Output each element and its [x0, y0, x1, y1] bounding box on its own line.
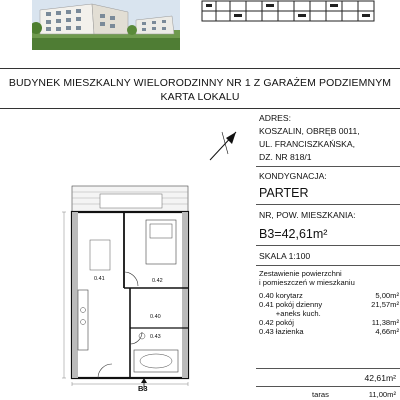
title-line-1: BUDYNEK MIESZKALNY WIELORODZINNY NR 1 Z GARAŻEM PODZIEMNYM [8, 77, 392, 89]
floor-label: KONDYGNACJA: [259, 171, 327, 181]
plan-apartment-label: B3 [138, 384, 148, 393]
site-plan-drawing [196, 0, 380, 24]
room-area: 21,57m² [371, 300, 399, 309]
summary-heading-line-1: Zestawienie powierzchni [259, 269, 342, 278]
room-number: 0.40 [259, 291, 274, 300]
divider [256, 368, 400, 369]
apartment-label: NR, POW. MIESZKANIA: [259, 210, 356, 220]
plan-label-room-41: 0.41 [94, 276, 105, 282]
room-area: 5,00m² [375, 291, 399, 300]
plan-label-room-40: 0.40 [150, 314, 161, 320]
top-divider [0, 68, 400, 69]
terrace-label: taras [312, 390, 329, 399]
divider [256, 265, 400, 266]
room-area: 4,66m² [375, 327, 399, 336]
address-line-1: KOSZALIN, OBRĘB 0011, [259, 126, 360, 136]
summary-heading [259, 269, 355, 287]
room-name [275, 300, 347, 318]
divider [256, 386, 400, 387]
room-number: 0.43 [259, 327, 274, 336]
plan-label-room-42: 0.42 [152, 278, 163, 284]
room-number: 0.41 [259, 300, 274, 309]
terrace-area: 11,00m² [368, 390, 396, 399]
room-name: pokój [275, 318, 294, 327]
plan-label-room-43: 0.43 [150, 334, 161, 340]
table-row [258, 318, 400, 327]
address-label: ADRES: [259, 113, 291, 123]
apartment-value: B3=42,61m² [259, 227, 328, 241]
room-number: 0.42 [259, 318, 274, 327]
room-name: łazienka [275, 327, 304, 336]
table-row [258, 291, 400, 300]
building-photo [32, 0, 180, 50]
room-area: 11,38m² [371, 318, 399, 327]
room-name-line-2: +aneks kuch. [275, 309, 321, 318]
title-divider [0, 108, 400, 109]
document-title [0, 76, 400, 104]
total-area: 42,61m² [364, 373, 396, 383]
rooms-table [258, 291, 400, 336]
divider [256, 204, 400, 205]
room-name: korytarz [275, 291, 303, 300]
address-line-3: DZ. NR 818/1 [259, 152, 312, 162]
address-line-2: UL. FRANCISZKAŃSKA, [259, 139, 355, 149]
north-arrow-icon [206, 128, 242, 164]
summary-heading-line-2: i pomieszczeń w mieszkaniu [259, 278, 355, 287]
table-row [258, 300, 400, 318]
table-row [258, 327, 400, 336]
title-line-2: KARTA LOKALU [160, 91, 240, 103]
scale-label: SKALA 1:100 [259, 251, 311, 261]
floor-value: PARTER [259, 186, 309, 200]
divider [256, 166, 400, 167]
divider [256, 245, 400, 246]
floor-plan [58, 180, 198, 392]
room-name-line-1: pokój dzienny [275, 300, 323, 309]
